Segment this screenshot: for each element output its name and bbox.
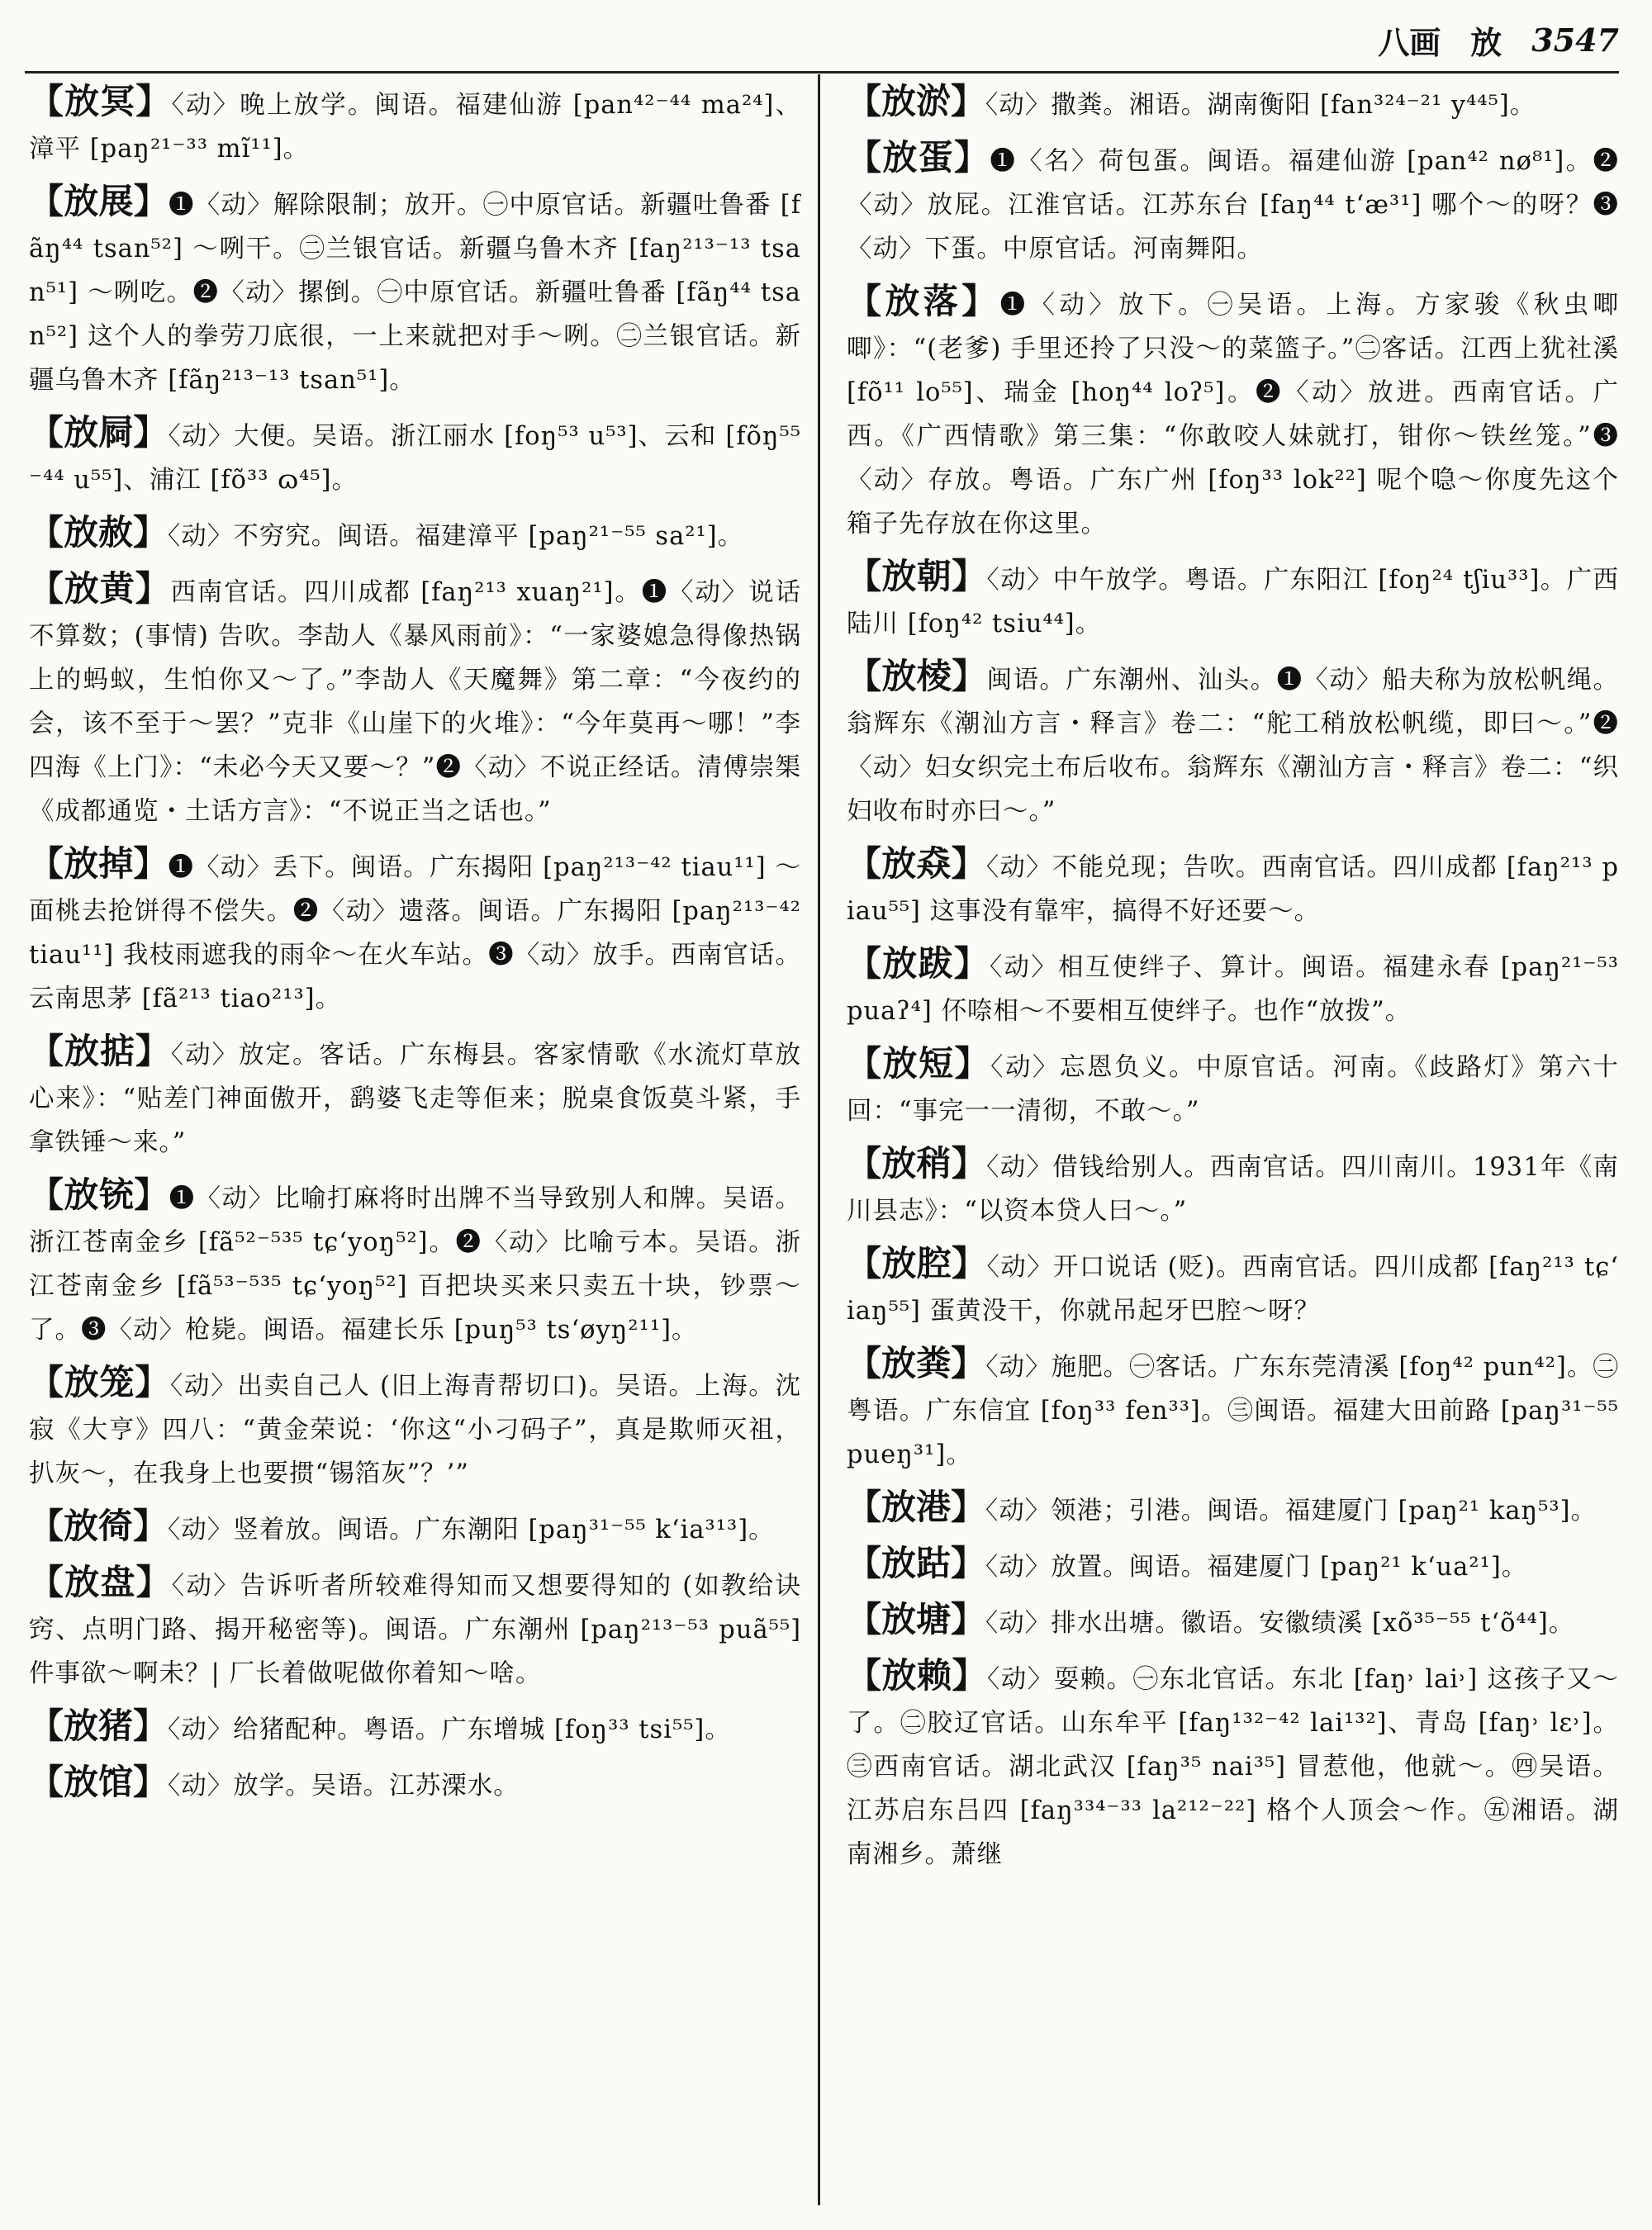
entry-definition: 〈动〉告诉听者所较难得知而又想要得知的 (如教给诀窍、点明门路、揭开秘密等)。闽语。广东潮州 [paŋ²¹³⁻⁵³ puã⁵⁵] 件事欲～啊未？| 厂长着做呢做你着知～啥。 <box>29 1572 801 1688</box>
entry-definition: 〈动〉忘恩负义。中原官话。河南。《歧路灯》第六十回：“事完一一清彻，不敢～。” <box>847 1053 1619 1126</box>
entry-definition: 〈动〉开口说话 (贬)。西南官话。四川成都 [faŋ²¹³ tɕʻiaŋ⁵⁵] 蛋黄没干，你就吊起牙巴腔～呀？ <box>847 1253 1619 1326</box>
dictionary-entry <box>847 842 1619 933</box>
entry-definition: 〈动〉相互使绊子、算计。闽语。福建永春 [paŋ²¹⁻⁵³ puaʔ⁴] 伓㖠相～不要相互使绊子。也作“放拨”。 <box>847 953 1619 1026</box>
dictionary-entry <box>29 510 801 558</box>
entry-headword: 【放徛】 <box>29 1506 169 1546</box>
entry-headword: 【放盘】 <box>29 1562 172 1602</box>
entry-headword: 【放塘】 <box>847 1599 986 1639</box>
entry-definition: ❶〈动〉解除限制；放开。㊀中原官话。新疆吐鲁番 [fãŋ⁴⁴ tsan⁵²] ～咧干。㊁兰银官话。新疆乌鲁木齐 [faŋ²¹³⁻¹³ tsan⁵¹] ～咧吃。❷〈动〉摞倒。㊀中原官话。新疆吐鲁番 [fãŋ⁴⁴ tsan⁵²] 这个人的拳劳刀底很，一上来就把对手～咧。㊁兰银官话。新疆乌鲁木齐 [fãŋ²¹³⁻¹³ tsan⁵¹]。 <box>29 191 801 395</box>
entry-definition: ❶〈动〉丢下。闽语。广东揭阳 [paŋ²¹³⁻⁴² tiau¹¹] ～面桃去抢饼得不偿失。❷〈动〉遗落。闽语。广东揭阳 [paŋ²¹³⁻⁴² tiau¹¹] 我枝雨遮我的雨伞～在火车站。❸〈动〉放手。西南官话。云南思茅 [fã²¹³ tiao²¹³]。 <box>29 853 801 1013</box>
entry-definition: 〈动〉施肥。㊀客话。广东东莞清溪 [foŋ⁴² pun⁴²]。㊁粤语。广东信宜 [foŋ³³ fen³³]。㊂闽语。福建大田前路 [paŋ³¹⁻⁵⁵ pueŋ³¹]。 <box>847 1353 1619 1469</box>
entry-headword: 【放黄】 <box>29 568 171 609</box>
entry-headword: 【放猋】 <box>847 843 986 884</box>
entry-headword: 【放稍】 <box>847 1143 987 1184</box>
header-char: 放 <box>1470 23 1502 61</box>
entry-definition: 〈动〉放学。吴语。江苏溧水。 <box>168 1772 520 1801</box>
entry-headword: 【放笼】 <box>29 1362 170 1402</box>
entry-headword: 【放蛋】 <box>847 137 990 178</box>
entry-headword: 【放港】 <box>847 1487 986 1527</box>
entry-headword: 【放展】 <box>29 181 169 221</box>
dictionary-entry <box>29 1704 801 1752</box>
entry-headword: 【放猪】 <box>29 1706 169 1746</box>
left-column <box>29 79 801 2218</box>
entry-definition: ❶〈名〉荷包蛋。闽语。福建仙游 [pan⁴² nø⁸¹]。❷〈动〉放屁。江淮官话。江苏东台 [faŋ⁴⁴ tʻæ³¹] 哪个～的呀？❸〈动〉下蛋。中原官话。河南舞阳。 <box>847 147 1619 263</box>
entry-definition: 〈动〉排水出塘。徽语。安徽绩溪 [xõ³⁵⁻⁵⁵ tʻõ⁴⁴]。 <box>985 1609 1575 1638</box>
right-column <box>847 79 1619 2218</box>
dictionary-entry <box>29 842 801 1021</box>
entry-definition: 〈动〉晚上放学。闽语。福建仙游 [pan⁴²⁻⁴⁴ ma²⁴]、漳平 [paŋ²¹⁻³³ mĩ¹¹]。 <box>29 91 801 164</box>
entry-definition: 〈动〉不穷究。闽语。福建漳平 [paŋ²¹⁻⁵⁵ sa²¹]。 <box>168 522 744 551</box>
dictionary-entry <box>847 1341 1619 1477</box>
dictionary-entry <box>847 1141 1619 1233</box>
entry-definition: 〈动〉竖着放。闽语。广东潮阳 [paŋ³¹⁻⁵⁵ kʻia³¹³]。 <box>168 1516 775 1544</box>
dictionary-entry <box>847 1597 1619 1645</box>
entry-headword: 【放跋】 <box>847 943 990 984</box>
dictionary-entry <box>29 1029 801 1165</box>
entry-headword: 【放短】 <box>847 1043 991 1084</box>
entry-definition: 〈动〉耍赖。㊀东北官话。东北 [faŋ˒ lai˒] 这孩子又～了。㊁胶辽官话。山东牟平 [faŋ¹³²⁻⁴² lai¹³²]、青岛 [faŋ˒ lɛ˒]。㊂西南官话。湖北武汉 [faŋ³⁵ nai³⁵] 冒惹他，他就～。㊃吴语。江苏启东吕四 [faŋ³³⁴⁻³³ la²¹²⁻²²] 格个人顶会～作。㊄湘语。湖南湘乡。萧继 <box>847 1665 1619 1869</box>
dictionary-entry <box>847 1041 1619 1133</box>
dictionary-entry <box>847 1241 1619 1333</box>
dictionary-entry <box>29 179 801 402</box>
dictionary-entry <box>29 1560 801 1696</box>
entry-definition: 〈动〉撒粪。湘语。湖南衡阳 [fan³²⁴⁻²¹ y⁴⁴⁵]。 <box>985 91 1536 120</box>
page-number: 3547 <box>1531 21 1619 59</box>
entry-headword: 【放屙】 <box>29 412 169 453</box>
entry-headword: 【放粪】 <box>847 1343 986 1383</box>
dictionary-entry <box>29 1504 801 1552</box>
entry-headword: 【放馆】 <box>29 1762 169 1802</box>
entry-headword: 【放落】 <box>847 281 1000 321</box>
dictionary-entry <box>847 279 1619 546</box>
entry-headword: 【放赖】 <box>847 1655 987 1696</box>
dictionary-entry <box>847 79 1619 127</box>
entry-headword: 【放冥】 <box>29 81 172 121</box>
entry-definition: 〈动〉给猪配种。粤语。广东增城 [foŋ³³ tsi⁵⁵]。 <box>168 1715 731 1744</box>
dictionary-entry <box>847 1485 1619 1533</box>
dictionary-entry <box>847 135 1619 271</box>
dictionary-entry <box>29 1173 801 1352</box>
header-section: 八画 <box>1378 23 1441 61</box>
entry-headword: 【放赦】 <box>29 512 169 553</box>
entry-definition: ❶〈动〉比喻打麻将时出牌不当导致别人和牌。吴语。浙江苍南金乡 [fã⁵²⁻⁵³⁵ tɕʻyoŋ⁵²]。❷〈动〉比喻亏本。吴语。浙江苍南金乡 [fã⁵³⁻⁵³⁵ tɕʻyoŋ⁵²] 百把块买来只卖五十块，钞票～了。❸〈动〉枪毙。闽语。福建长乐 [puŋ⁵³ tsʻøyŋ²¹¹]。 <box>29 1184 801 1345</box>
dictionary-entry <box>847 1541 1619 1589</box>
dictionary-entry <box>847 942 1619 1033</box>
running-header <box>1305 15 1619 64</box>
entry-headword: 【放掂】 <box>29 1031 171 1071</box>
dictionary-entry <box>29 1360 801 1496</box>
entry-headword: 【放腔】 <box>847 1243 987 1283</box>
dictionary-entry <box>847 654 1619 833</box>
entry-definition: 〈动〉借钱给别人。西南官话。四川南川。1931年《南川县志》：“以资本贷人曰～。” <box>847 1153 1619 1226</box>
dictionary-entry <box>29 79 801 171</box>
header-rule <box>25 71 1619 74</box>
entry-definition: 〈动〉放置。闽语。福建厦门 [paŋ²¹ kʻua²¹]。 <box>985 1553 1528 1582</box>
entry-headword: 【放棱】 <box>847 656 987 696</box>
dictionary-entry <box>847 1654 1619 1877</box>
entry-headword: 【放朝】 <box>847 556 987 596</box>
dictionary-entry <box>29 410 801 502</box>
dictionary-entry <box>29 567 801 833</box>
entry-definition: 〈动〉中午放学。粤语。广东阳江 [foŋ²⁴ tʃiu³³]。广西陆川 [foŋ⁴² tsiu⁴⁴]。 <box>847 566 1619 638</box>
entry-definition: 〈动〉出卖自己人 (旧上海青帮切口)。吴语。上海。沈寂《大亨》四八：“黄金荣说：‘你这“小刁码子”，真是欺师灭祖，扒灰～，在我身上也要掼“锡箔灰”？’” <box>29 1372 801 1488</box>
dictionary-entry <box>847 554 1619 646</box>
entry-headword: 【放铳】 <box>29 1174 169 1215</box>
entry-definition: 〈动〉不能兑现；告吹。西南官话。四川成都 [faŋ²¹³ piau⁵⁵] 这事没有靠牢，搞得不好还要～。 <box>847 853 1619 926</box>
entry-headword: 【放掉】 <box>29 843 169 884</box>
entry-definition: 〈动〉领港；引港。闽语。福建厦门 [paŋ²¹ kaŋ⁵³]。 <box>985 1497 1597 1525</box>
entry-definition: 闽语。广东潮州、汕头。❶〈动〉船夫称为放松帆绳。翁辉东《潮汕方言・释言》卷二：“舵工稍放松帆缆，即曰～。”❷〈动〉妇女织完土布后收布。翁辉东《潮汕方言・释言》卷二：“织妇收布时亦曰～。” <box>847 666 1619 826</box>
entry-headword: 【放淤】 <box>847 81 986 121</box>
entry-definition: ❶〈动〉放下。㊀吴语。上海。方家骏《秋虫唧唧》：“(老爹) 手里还拎了只没～的菜篮子。”㊁客话。江西上犹社溪 [fõ¹¹ lo⁵⁵]、瑞金 [hoŋ⁴⁴ loʔ⁵]。❷〈动〉放进。西南官话。广西。《广西情歌》第三集：“你敢咬人妹就打，钳你～铁丝笼。”❸〈动〉存放。粤语。广东广州 [foŋ³³ lok²²] 呢个喼～你度先这个箱子先存放在你这里。 <box>847 291 1619 539</box>
column-divider <box>818 74 820 2205</box>
entry-definition: 〈动〉放定。客话。广东梅县。客家情歌《水流灯草放心来》：“贴差门神面傲开，鹞婆飞走等佢来；脱桌食饭莫斗紧，手拿铁锤～来。” <box>29 1041 801 1157</box>
entry-headword: 【放跍】 <box>847 1543 986 1583</box>
entry-definition: 〈动〉大便。吴语。浙江丽水 [foŋ⁵³ u⁵³]、云和 [fõŋ⁵⁵⁻⁴⁴ u⁵⁵]、浦江 [fõ³³ ɷ⁴⁵]。 <box>29 422 801 495</box>
entry-definition: 西南官话。四川成都 [faŋ²¹³ xuaŋ²¹]。❶〈动〉说话不算数；(事情) 告吹。李劼人《暴风雨前》：“一家婆媳急得像热锅上的蚂蚁，生怕你又～了。”李劼人《天魔舞》第二章：“今夜约的会，该不至于～罢？”克非《山崖下的火堆》：“今年莫再～哪！”李四海《上门》：“未必今天又要～？”❷〈动〉不说正经话。清傅崇榘《成都通览・土话方言》：“不说正当之话也。” <box>29 578 801 826</box>
dictionary-entry <box>29 1760 801 1808</box>
